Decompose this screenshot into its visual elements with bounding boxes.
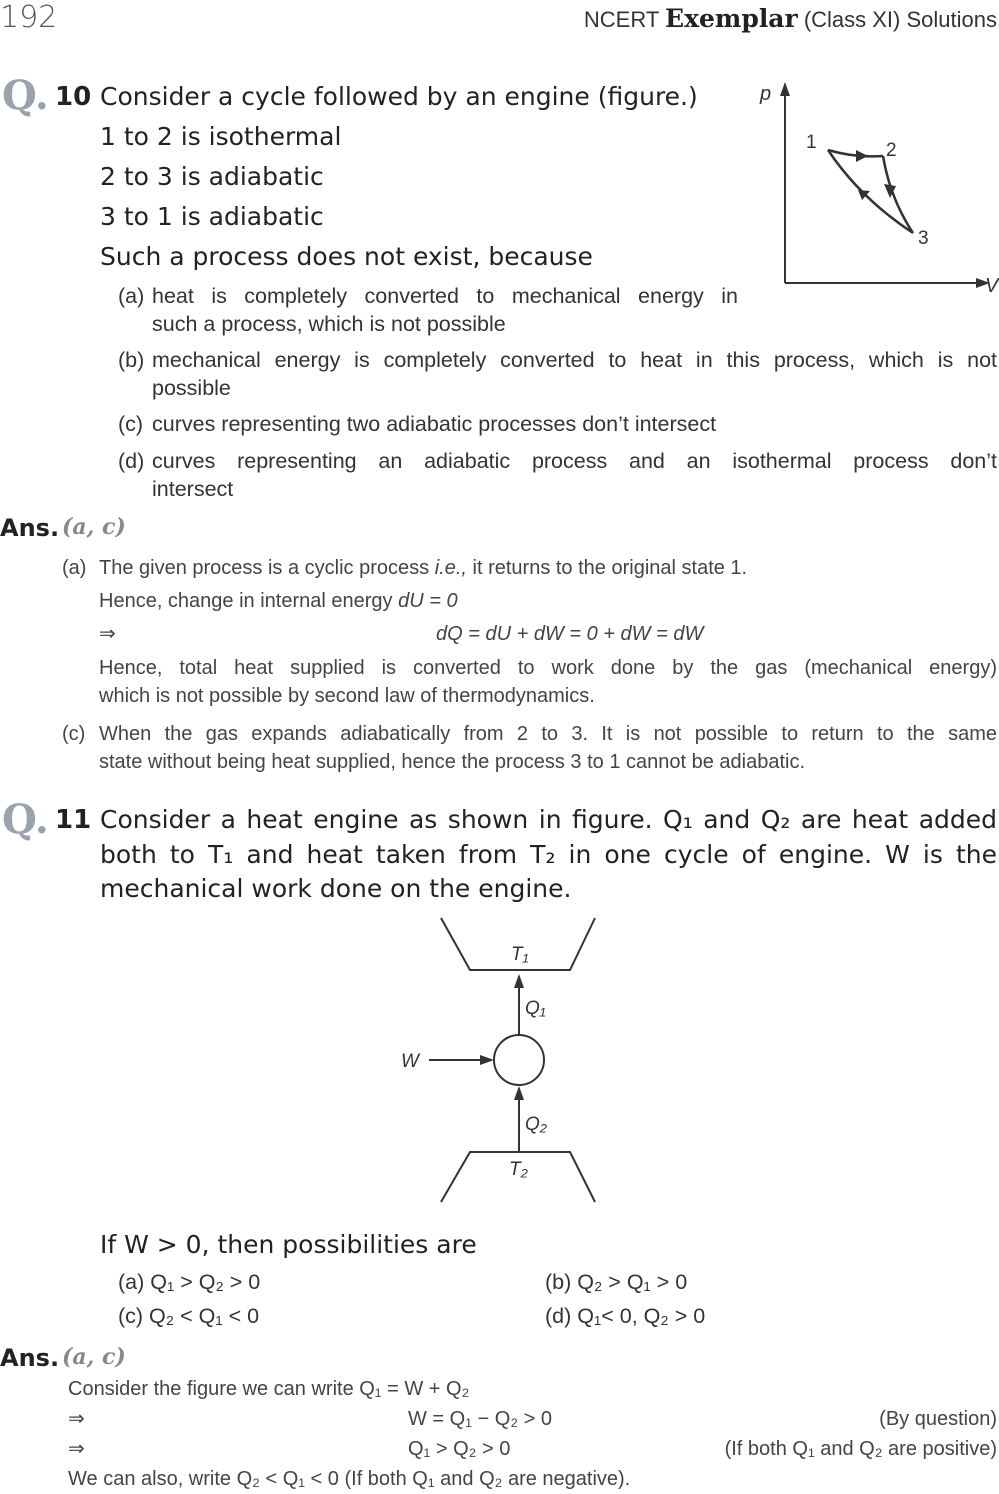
q10-option-d-label: (d) [118,449,145,473]
q10-solution-c-line1: When the gas expands adiabatically from 2 to 3. It is not possible to return to the same [99,723,997,745]
q10-solution-a-line4: which is not possible by second law of thermodynamics. [99,685,595,707]
q11-number: 11 [55,805,92,835]
q10-option-b-line1: mechanical energy is completely converted to heat in this process, which is not [152,348,997,372]
t1-label: T₁ [511,944,529,965]
q10-solution-a-label: (a) [62,557,87,579]
adiabatic-curve-3-1 [828,150,913,233]
q11-stem-line2: both to T₁ and heat taken from T₂ in one cycle of engine. W is the [100,840,997,869]
q11-option-d: (d) Q₁< 0, Q₂ > 0 [545,1304,706,1328]
arrow-1-2 [856,150,868,162]
q10-option-b-label: (b) [118,348,145,372]
q1-arrow-head [514,974,524,988]
q10-solution-c-label: (c) [62,723,86,745]
v-axis-label: V [985,275,999,297]
point-1-label: 1 [806,132,817,153]
q11-solution-last-line: We can also, write Q₂ < Q₁ < 0 (If both Q₁ and Q₂ are negative). [68,1468,631,1490]
q11-equation-2: Q₁ > Q₂ > 0 [408,1438,511,1460]
q10-line3: 3 to 1 is adiabatic [100,202,324,231]
q10-line2: 2 to 3 is adiabatic [100,162,324,191]
q10-answer-label: Ans. [0,514,60,542]
q10-stem: Consider a cycle followed by an engine (figure.) [100,82,698,111]
q2-label: Q₂ [525,1114,548,1135]
q1-label: Q₁ [525,998,546,1019]
p-axis-arrow [780,82,790,96]
q10-solution-a-line1 [99,554,747,582]
q10-option-b-line2: possible [152,376,231,400]
heat-engine-diagram [395,912,615,1212]
q11-option-b: (b) Q₂ > Q₁ > 0 [545,1270,688,1294]
q11-stem-line3: mechanical work done on the engine. [100,874,572,903]
engine-circle [494,1035,544,1085]
p-axis-label: p [760,83,772,105]
q11-option-a: (a) Q₁ > Q₂ > 0 [118,1270,261,1294]
q10-option-a-line2: such a process, which is not possible [152,312,506,336]
book-bold: Exemplar [665,4,798,33]
q11-equation-1-note: (By question) [879,1408,997,1430]
q10-option-a-label: (a) [118,284,145,308]
q10-solution-a-line3: Hence, total heat supplied is converted to work done by the gas (mechanical energy) [99,657,997,679]
running-header [584,4,997,33]
q10-implies-symbol: ⇒ [99,623,116,645]
w-label: W [401,1051,419,1072]
q10-answer-value: (a, c) [62,514,126,540]
q10-option-c-label: (c) [118,412,144,436]
q11-answer-value: (a, c) [62,1344,126,1370]
pv-diagram [750,78,999,298]
w-arrow-head [480,1055,494,1065]
q11-stem-line1: Consider a heat engine as shown in figure. Q₁ and Q₂ are heat added [100,805,997,834]
q10-option-d-line2: intersect [152,477,234,501]
q10-line4: Such a process does not exist, because [100,242,593,271]
q11-solution-line1: Consider the figure we can write Q₁ = W + Q₂ [68,1378,470,1400]
q11-equation-1: W = Q₁ − Q₂ > 0 [408,1408,553,1430]
q10-option-d-line1: curves representing an adiabatic process and an isothermal process don’t [152,449,997,473]
q11-option-c: (c) Q₂ < Q₁ < 0 [118,1304,260,1328]
q10-line1: 1 to 2 is isothermal [100,122,342,151]
q2-arrow-head [514,1086,524,1100]
q11-answer-label: Ans. [0,1344,60,1372]
q11-mark: Q. [2,796,49,843]
point-2-label: 2 [886,140,897,161]
q11-equation-2-note: (If both Q₁ and Q₂ are positive) [724,1438,997,1460]
q10-solution-ie: i.e., [434,557,467,579]
q10-option-c-line1: curves representing two adiabatic processes don’t intersect [152,412,717,436]
t2-label: T₂ [509,1159,528,1180]
q11-implies-2: ⇒ [68,1438,85,1460]
q11-implies-1: ⇒ [68,1408,85,1430]
q10-mark: Q. [2,72,49,119]
isothermal-curve-1-2 [828,150,883,156]
q10-solution-a-text1-end: it returns to the original state 1. [472,557,748,579]
q10-solution-a-line2 [99,587,458,615]
book-suffix: (Class XI) Solutions [803,7,997,32]
q11-condition: If W > 0, then possibilities are [100,1230,477,1259]
q10-solution-du-eq: dU = 0 [398,590,458,612]
q10-solution-a-text1: The given process is a cyclic process [99,557,430,579]
q10-solution-equation: dQ = dU + dW = 0 + dW = dW [436,623,704,645]
q10-solution-c-line2: state without being heat supplied, hence the process 3 to 1 cannot be adiabatic. [99,751,806,773]
point-3-label: 3 [918,228,929,249]
q10-number: 10 [55,82,92,112]
book-prefix: NCERT [583,7,659,32]
page-number: 192 [0,0,58,35]
q10-option-a-line1: heat is completely converted to mechanical energy in [152,284,738,308]
q10-solution-a-text2: Hence, change in internal energy [99,590,393,612]
